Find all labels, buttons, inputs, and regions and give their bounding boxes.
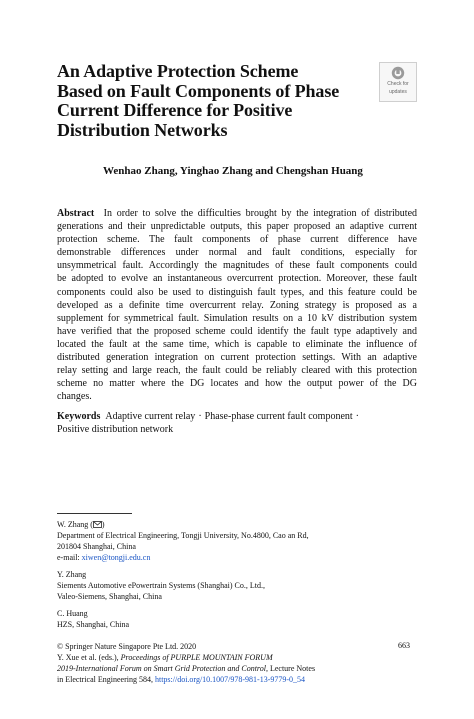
copyright: © Springer Nature Singapore Pte Ltd. 2020 bbox=[57, 642, 197, 651]
abstract-label: Abstract bbox=[57, 208, 95, 219]
title-line: Distribution Networks bbox=[57, 119, 228, 140]
abstract-line: be adopted to evolve an instantaneous overcurrent protection. Moreover, these fault bbox=[57, 273, 417, 285]
footnote-rule bbox=[57, 513, 132, 514]
abstract-line: distributed generation integration on current protection settings. With an adaptive bbox=[57, 352, 417, 364]
keyword-item: Adaptive current relay bbox=[105, 411, 196, 422]
author1-affiliation: 201804 Shanghai, China bbox=[57, 542, 136, 551]
abstract-line: changes. bbox=[57, 391, 92, 403]
abstract-line: Abstract In order to solve the difficulties brought by the integration of distributed bbox=[57, 208, 418, 219]
keyword-separator: · bbox=[355, 411, 360, 422]
author1-affiliation: Department of Electrical Engineering, Tongji University, No.4800, Cao an Rd, bbox=[57, 531, 309, 540]
keywords-label: Keywords bbox=[57, 411, 101, 422]
abstract-line: relay setting and large reach, the fault could be reliably cleared with this protection bbox=[57, 365, 417, 377]
check-for-updates-icon bbox=[391, 66, 405, 80]
editors-line: Y. Xue et al. (eds.), Proceedings of PURPLE MOUNTAIN FORUM bbox=[57, 653, 273, 662]
keywords bbox=[57, 410, 417, 436]
abstract bbox=[57, 207, 417, 403]
envelope-icon bbox=[93, 521, 102, 528]
author1-email-line: e-mail: xiwen@tongji.edu.cn bbox=[57, 553, 151, 562]
check-for-updates-badge[interactable] bbox=[379, 62, 417, 102]
title-line: An Adaptive Protection Scheme bbox=[57, 61, 299, 81]
abstract-line: demonstrable differences under normal and fault conditions, especially for bbox=[57, 247, 417, 259]
keyword-item: Phase-phase current fault component bbox=[204, 411, 353, 422]
author-list: Wenhao Zhang, Yinghao Zhang and Chengshan Huang bbox=[103, 165, 363, 177]
abstract-line: protection scheme. The fault components of phase current difference have bbox=[57, 234, 417, 246]
author3-name: C. Huang bbox=[57, 609, 88, 618]
badge-line2: updates bbox=[389, 88, 407, 95]
forum-line: 2019-International Forum on Smart Grid Protection and Control, Lecture Notes bbox=[57, 664, 316, 673]
keyword-separator: · bbox=[198, 411, 202, 422]
author1-name: W. Zhang ( ) bbox=[57, 520, 105, 529]
keyword-item: Positive distribution network bbox=[57, 424, 174, 436]
abstract-line: generations and their unpredictable outputs, this paper proposed an adaptive current bbox=[57, 221, 417, 233]
series-line: in Electrical Engineering 584, https://doi.org/10.1007/978-981-13-9779-0_54 bbox=[57, 675, 306, 684]
author-footnotes bbox=[57, 519, 417, 630]
author2-affiliation: Valeo-Siemens, Shanghai, China bbox=[57, 592, 162, 601]
keywords-line bbox=[57, 410, 417, 423]
abstract-line: unsymmetrical fault. Accordingly the magnitudes of these fault components could bbox=[57, 260, 417, 272]
keywords-line bbox=[57, 423, 417, 436]
author3-affiliation: HZS, Shanghai, China bbox=[57, 620, 129, 629]
title-line: Based on Fault Components of Phase bbox=[57, 80, 340, 101]
author2-affiliation: Siements Automotive ePowertrain Systems (Shanghai) Co., Ltd., bbox=[57, 581, 265, 590]
email-link[interactable]: xiwen@tongji.edu.cn bbox=[81, 553, 151, 562]
doi-link[interactable]: https://doi.org/10.1007/978-981-13-9779-0_54 bbox=[154, 675, 306, 684]
author2-name: Y. Zhang bbox=[57, 570, 87, 579]
badge-line1: Check for bbox=[387, 81, 409, 87]
proceedings-title: Proceedings of PURPLE MOUNTAIN FORUM bbox=[120, 653, 273, 662]
publication-footer bbox=[57, 641, 417, 685]
abstract-line: supplement for symmetrical fault. Simulation results on a 10 kV distribution system bbox=[57, 312, 417, 324]
title-line: Current Difference for Positive bbox=[57, 100, 293, 120]
paper-title bbox=[57, 62, 377, 140]
abstract-line: have verified that the proposed scheme could identify the fault type adaptively and bbox=[57, 325, 417, 337]
abstract-line: located the fault at the same time, which is capable to eliminate the influence of bbox=[57, 338, 417, 350]
page-number: 663 bbox=[398, 641, 410, 650]
forum-title: 2019-International Forum on Smart Grid Protection and Control bbox=[57, 664, 266, 673]
abstract-line: components could also be used to distinguish fault types, and this feature could be bbox=[57, 286, 417, 298]
abstract-line: scheme no matter where the DG locates and how the output power of the DG bbox=[57, 378, 417, 390]
abstract-line: developed as a definite time overcurrent relay. Zoning strategy is proposed as a bbox=[57, 299, 417, 311]
